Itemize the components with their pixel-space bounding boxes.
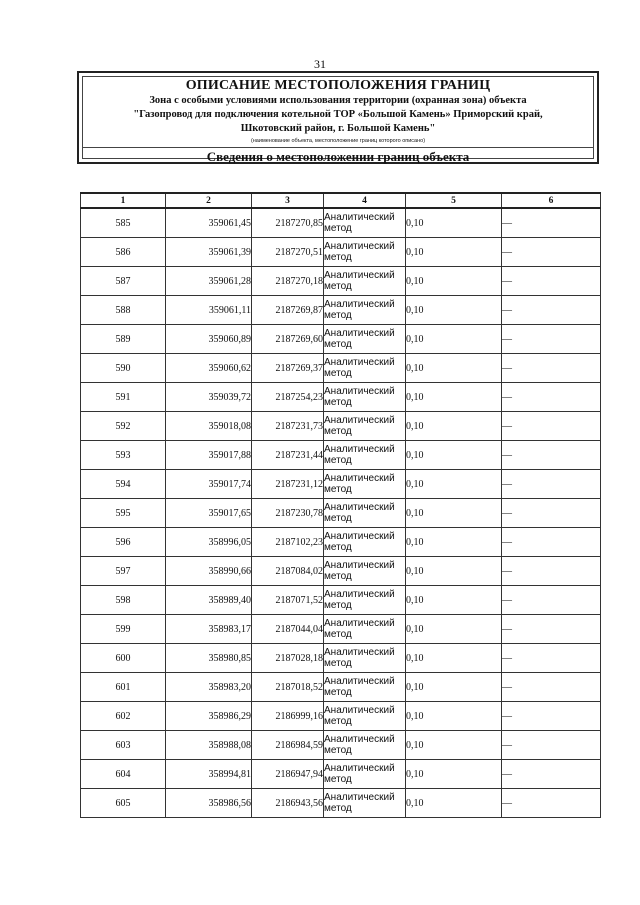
note-cell: — bbox=[502, 354, 601, 383]
note-cell: — bbox=[502, 267, 601, 296]
method-cell: Аналитический метод bbox=[324, 644, 406, 673]
point-number-cell: 597 bbox=[81, 557, 166, 586]
note-cell: — bbox=[502, 615, 601, 644]
accuracy-cell: 0,10 bbox=[406, 644, 502, 673]
coordinate-x-cell: 359060,89 bbox=[166, 325, 252, 354]
table-row bbox=[81, 673, 601, 702]
coordinate-y-cell: 2187230,78 bbox=[252, 499, 324, 528]
coordinate-x-cell: 359061,39 bbox=[166, 238, 252, 267]
table-row bbox=[81, 412, 601, 441]
accuracy-cell: 0,10 bbox=[406, 354, 502, 383]
accuracy-cell: 0,10 bbox=[406, 296, 502, 325]
object-description-line-1: Зона с особыми условиями использования территории (охранная зона) объекта bbox=[149, 95, 527, 106]
point-number-cell: 602 bbox=[81, 702, 166, 731]
note-cell: — bbox=[502, 702, 601, 731]
column-header: 1 bbox=[81, 193, 166, 208]
method-cell: Аналитический метод bbox=[324, 208, 406, 238]
coordinate-y-cell: 2187231,73 bbox=[252, 412, 324, 441]
accuracy-cell: 0,10 bbox=[406, 441, 502, 470]
column-header: 3 bbox=[252, 193, 324, 208]
coordinate-y-cell: 2187270,18 bbox=[252, 267, 324, 296]
table-row bbox=[81, 702, 601, 731]
point-number-cell: 598 bbox=[81, 586, 166, 615]
title-divider bbox=[83, 147, 593, 148]
coordinate-x-cell: 358980,85 bbox=[166, 644, 252, 673]
method-cell: Аналитический метод bbox=[324, 615, 406, 644]
table-row bbox=[81, 615, 601, 644]
coordinate-y-cell: 2187028,18 bbox=[252, 644, 324, 673]
coordinate-x-cell: 358990,66 bbox=[166, 557, 252, 586]
accuracy-cell: 0,10 bbox=[406, 499, 502, 528]
table-row bbox=[81, 383, 601, 412]
note-cell: — bbox=[502, 557, 601, 586]
method-cell: Аналитический метод bbox=[324, 702, 406, 731]
point-number-cell: 605 bbox=[81, 789, 166, 818]
method-cell: Аналитический метод bbox=[324, 499, 406, 528]
coordinate-x-cell: 359017,65 bbox=[166, 499, 252, 528]
accuracy-cell: 0,10 bbox=[406, 412, 502, 441]
method-cell: Аналитический метод bbox=[324, 731, 406, 760]
object-description-line-2: "Газопровод для подключения котельной ТОР «Большой Камень» Приморский край, bbox=[133, 109, 543, 120]
accuracy-cell: 0,10 bbox=[406, 615, 502, 644]
table-row bbox=[81, 470, 601, 499]
method-cell: Аналитический метод bbox=[324, 789, 406, 818]
coordinate-x-cell: 359039,72 bbox=[166, 383, 252, 412]
table-row bbox=[81, 325, 601, 354]
coordinate-x-cell: 358983,20 bbox=[166, 673, 252, 702]
section-subtitle: Сведения о местоположении границ объекта bbox=[206, 149, 470, 164]
note-cell: — bbox=[502, 760, 601, 789]
note-cell: — bbox=[502, 789, 601, 818]
coordinate-y-cell: 2187071,52 bbox=[252, 586, 324, 615]
point-number-cell: 587 bbox=[81, 267, 166, 296]
note-cell: — bbox=[502, 238, 601, 267]
table-row bbox=[81, 296, 601, 325]
accuracy-cell: 0,10 bbox=[406, 673, 502, 702]
accuracy-cell: 0,10 bbox=[406, 470, 502, 499]
point-number-cell: 591 bbox=[81, 383, 166, 412]
note-cell: — bbox=[502, 296, 601, 325]
note-cell: — bbox=[502, 383, 601, 412]
note-cell: — bbox=[502, 208, 601, 238]
coordinate-x-cell: 358994,81 bbox=[166, 760, 252, 789]
method-cell: Аналитический метод bbox=[324, 325, 406, 354]
method-cell: Аналитический метод bbox=[324, 528, 406, 557]
point-number-cell: 590 bbox=[81, 354, 166, 383]
note-cell: — bbox=[502, 441, 601, 470]
point-number-cell: 594 bbox=[81, 470, 166, 499]
method-cell: Аналитический метод bbox=[324, 354, 406, 383]
coordinate-y-cell: 2186984,59 bbox=[252, 731, 324, 760]
note-cell: — bbox=[502, 528, 601, 557]
table-row bbox=[81, 354, 601, 383]
table-row bbox=[81, 441, 601, 470]
point-number-cell: 595 bbox=[81, 499, 166, 528]
coordinate-x-cell: 359018,08 bbox=[166, 412, 252, 441]
coordinate-y-cell: 2187231,12 bbox=[252, 470, 324, 499]
coordinate-y-cell: 2186999,16 bbox=[252, 702, 324, 731]
table-row bbox=[81, 557, 601, 586]
coordinate-x-cell: 359060,62 bbox=[166, 354, 252, 383]
column-header: 2 bbox=[166, 193, 252, 208]
method-cell: Аналитический метод bbox=[324, 441, 406, 470]
point-number-cell: 586 bbox=[81, 238, 166, 267]
point-number-cell: 592 bbox=[81, 412, 166, 441]
title-block bbox=[77, 71, 599, 164]
accuracy-cell: 0,10 bbox=[406, 702, 502, 731]
accuracy-cell: 0,10 bbox=[406, 528, 502, 557]
note-cell: — bbox=[502, 644, 601, 673]
point-number-cell: 596 bbox=[81, 528, 166, 557]
note-cell: — bbox=[502, 499, 601, 528]
note-cell: — bbox=[502, 586, 601, 615]
coordinate-y-cell: 2187231,44 bbox=[252, 441, 324, 470]
method-cell: Аналитический метод bbox=[324, 296, 406, 325]
point-number-cell: 585 bbox=[81, 208, 166, 238]
coordinate-y-cell: 2187084,02 bbox=[252, 557, 324, 586]
point-number-cell: 599 bbox=[81, 615, 166, 644]
point-number-cell: 593 bbox=[81, 441, 166, 470]
coordinate-x-cell: 358988,08 bbox=[166, 731, 252, 760]
accuracy-cell: 0,10 bbox=[406, 586, 502, 615]
table-row bbox=[81, 586, 601, 615]
coordinate-x-cell: 359061,45 bbox=[166, 208, 252, 238]
note-cell: — bbox=[502, 673, 601, 702]
note-cell: — bbox=[502, 412, 601, 441]
coordinate-y-cell: 2187269,87 bbox=[252, 296, 324, 325]
point-number-cell: 604 bbox=[81, 760, 166, 789]
coordinate-y-cell: 2186943,56 bbox=[252, 789, 324, 818]
coordinate-y-cell: 2187270,51 bbox=[252, 238, 324, 267]
method-cell: Аналитический метод bbox=[324, 557, 406, 586]
accuracy-cell: 0,10 bbox=[406, 238, 502, 267]
note-cell: — bbox=[502, 470, 601, 499]
table-row bbox=[81, 644, 601, 673]
coordinate-y-cell: 2187269,37 bbox=[252, 354, 324, 383]
point-number-cell: 601 bbox=[81, 673, 166, 702]
table-row bbox=[81, 238, 601, 267]
title-block-inner bbox=[82, 76, 594, 164]
accuracy-cell: 0,10 bbox=[406, 557, 502, 586]
coordinate-x-cell: 359017,74 bbox=[166, 470, 252, 499]
coordinate-y-cell: 2187254,23 bbox=[252, 383, 324, 412]
column-header: 5 bbox=[406, 193, 502, 208]
method-cell: Аналитический метод bbox=[324, 267, 406, 296]
document-title: ОПИСАНИЕ МЕСТОПОЛОЖЕНИЯ ГРАНИЦ bbox=[185, 78, 491, 93]
table-header-row bbox=[81, 193, 601, 208]
object-description-line-3: Шкотовский район, г. Большой Камень" bbox=[240, 123, 436, 134]
note-cell: — bbox=[502, 325, 601, 354]
table-row bbox=[81, 528, 601, 557]
table-row bbox=[81, 267, 601, 296]
method-cell: Аналитический метод bbox=[324, 238, 406, 267]
coordinate-x-cell: 359061,28 bbox=[166, 267, 252, 296]
column-header: 4 bbox=[324, 193, 406, 208]
coordinate-y-cell: 2186947,94 bbox=[252, 760, 324, 789]
point-number-cell: 600 bbox=[81, 644, 166, 673]
coordinate-x-cell: 358986,29 bbox=[166, 702, 252, 731]
column-header: 6 bbox=[502, 193, 601, 208]
coordinate-x-cell: 358983,17 bbox=[166, 615, 252, 644]
point-number-cell: 603 bbox=[81, 731, 166, 760]
table-row bbox=[81, 208, 601, 238]
accuracy-cell: 0,10 bbox=[406, 383, 502, 412]
coordinate-x-cell: 358986,56 bbox=[166, 789, 252, 818]
object-caption: (наименование объекта, местоположение границ которого описано) bbox=[250, 138, 426, 144]
accuracy-cell: 0,10 bbox=[406, 325, 502, 354]
method-cell: Аналитический метод bbox=[324, 412, 406, 441]
coordinates-table bbox=[80, 192, 601, 818]
method-cell: Аналитический метод bbox=[324, 383, 406, 412]
method-cell: Аналитический метод bbox=[324, 586, 406, 615]
coordinate-x-cell: 359017,88 bbox=[166, 441, 252, 470]
table-row bbox=[81, 499, 601, 528]
method-cell: Аналитический метод bbox=[324, 470, 406, 499]
table-row bbox=[81, 731, 601, 760]
table-row bbox=[81, 789, 601, 818]
coordinate-y-cell: 2187044,04 bbox=[252, 615, 324, 644]
point-number-cell: 589 bbox=[81, 325, 166, 354]
accuracy-cell: 0,10 bbox=[406, 731, 502, 760]
accuracy-cell: 0,10 bbox=[406, 760, 502, 789]
method-cell: Аналитический метод bbox=[324, 760, 406, 789]
coordinate-y-cell: 2187102,23 bbox=[252, 528, 324, 557]
coordinate-y-cell: 2187018,52 bbox=[252, 673, 324, 702]
accuracy-cell: 0,10 bbox=[406, 208, 502, 238]
coordinate-x-cell: 359061,11 bbox=[166, 296, 252, 325]
coordinate-y-cell: 2187270,85 bbox=[252, 208, 324, 238]
method-cell: Аналитический метод bbox=[324, 673, 406, 702]
coordinate-x-cell: 358996,05 bbox=[166, 528, 252, 557]
coordinate-x-cell: 358989,40 bbox=[166, 586, 252, 615]
table-row bbox=[81, 760, 601, 789]
accuracy-cell: 0,10 bbox=[406, 789, 502, 818]
page-number: 31 bbox=[314, 57, 326, 71]
note-cell: — bbox=[502, 731, 601, 760]
accuracy-cell: 0,10 bbox=[406, 267, 502, 296]
point-number-cell: 588 bbox=[81, 296, 166, 325]
coordinate-y-cell: 2187269,60 bbox=[252, 325, 324, 354]
